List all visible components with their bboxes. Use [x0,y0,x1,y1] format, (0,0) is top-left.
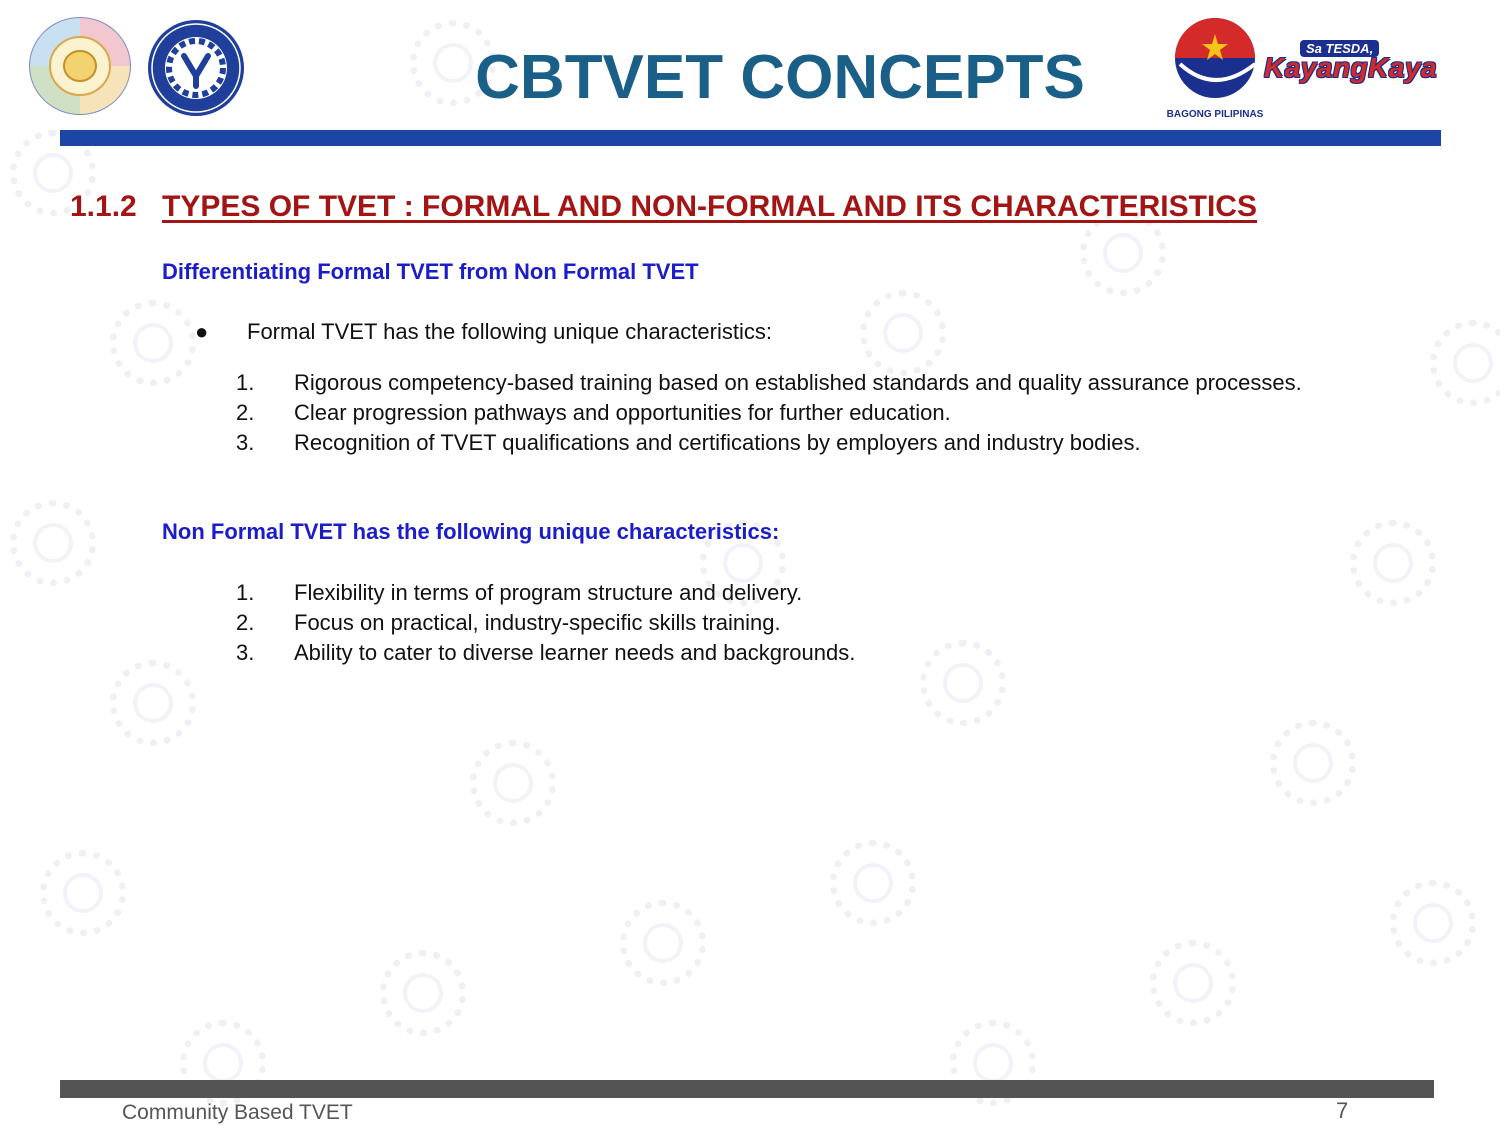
nonformal-heading: Non Formal TVET has the following unique characteristics: [162,519,780,544]
list-item-number: 1. [236,370,255,395]
footer-divider-bar [60,1080,1434,1098]
list-item [236,608,1426,638]
slogan-big-text: KayangKaya [1264,52,1438,83]
nonformal-characteristics-list [236,578,1426,668]
list-item [236,398,1426,428]
slogan-small-text: Sa TESDA, [1300,40,1379,57]
tesda-seal-logo [146,18,246,118]
bullet-text: Formal TVET has the following unique characteristics: [247,319,772,344]
list-item-text: Flexibility in terms of program structure and delivery. [294,580,803,605]
page-title: CBTVET CONCEPTS [475,43,1085,112]
list-item-text: Ability to cater to diverse learner needs and backgrounds. [294,640,856,665]
bullet-dot: ● [195,319,209,344]
list-item-number: 2. [236,610,255,635]
list-item [236,578,1426,608]
header-divider-bar [60,130,1441,146]
section-title: TYPES OF TVET : FORMAL AND NON-FORMAL AND ITS CHARACTERISTICS [162,190,1257,223]
list-item-number: 1. [236,580,255,605]
formal-characteristics-list [236,368,1426,458]
list-item-text: Clear progression pathways and opportunities for further education. [294,400,951,425]
section-heading [70,190,1257,224]
formal-bullet [195,319,772,345]
list-item-number: 2. [236,400,255,425]
list-item-text: Focus on practical, industry-specific skills training. [294,610,781,635]
list-item [236,638,1426,668]
cbtvet-wheel-logo [28,16,132,116]
list-item-text: Rigorous competency-based training based on established standards and quality assurance processes. [294,370,1302,395]
list-item-number: 3. [236,640,255,665]
section-subtitle: Differentiating Formal TVET from Non Formal TVET [162,259,699,284]
list-item-number: 3. [236,430,255,455]
bagong-pilipinas-tagline: BAGONG PILIPINAS [1166,109,1264,120]
section-number: 1.1.2 [70,190,137,223]
bagong-pilipinas-logo [1160,16,1270,120]
footer-text: Community Based TVET [122,1101,353,1124]
list-item [236,428,1426,458]
page-number: 7 [1336,1098,1349,1123]
list-item-text: Recognition of TVET qualifications and certifications by employers and industry bodies. [294,430,1141,455]
list-item [236,368,1426,398]
kayang-kaya-logo [1262,40,1482,90]
